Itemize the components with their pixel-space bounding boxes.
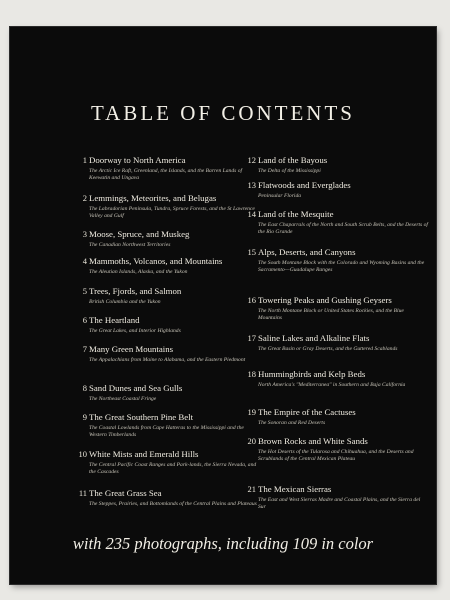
chapter-subtitle: The East Chaparrals of the North and South Scrub Belts, and the Deserts of the Rio Grande xyxy=(258,222,428,236)
toc-entry xyxy=(244,369,428,389)
chapter-title: The Heartland xyxy=(89,315,140,325)
chapter-title: Brown Rocks and White Sands xyxy=(258,436,368,446)
chapter-subtitle: The South Montane Block with the Colorado and Wyoming Basins and the Sacramento—Guadalupe Ranges xyxy=(258,260,425,274)
chapter-number: 10 xyxy=(78,449,87,459)
chapter-title: Moose, Spruce, and Muskeg xyxy=(89,229,190,239)
chapter-title: Hummingbirds and Kelp Beds xyxy=(258,369,366,379)
chapter-subtitle: The Northeast Coastal Fringe xyxy=(89,396,157,402)
chapter-title: The Great Southern Pine Belt xyxy=(89,412,194,422)
chapter-number: 21 xyxy=(247,484,256,494)
toc-entry xyxy=(75,383,259,403)
chapter-title: Saline Lakes and Alkaline Flats xyxy=(258,333,370,343)
chapter-title: Land of the Bayous xyxy=(258,155,328,165)
toc-entry xyxy=(75,286,259,306)
chapter-subtitle: The East and West Sierras Madre and Coastal Plains, and the Sierra del Sur xyxy=(258,497,421,511)
chapter-subtitle: The Great Lakes, and Interior Highlands xyxy=(89,328,181,334)
toc-entry xyxy=(75,315,259,335)
chapter-subtitle: The Great Basin or Gray Deserts, and the Guttered Scablands xyxy=(258,346,398,352)
chapter-subtitle: The Canadian Northwest Territories xyxy=(89,242,171,248)
chapter-number: 14 xyxy=(247,209,256,219)
chapter-subtitle: North America's "Mediterranea" in Southern and Baja California xyxy=(258,382,406,388)
chapter-subtitle: The Sonoran and Red Deserts xyxy=(258,420,326,426)
toc-entry xyxy=(75,488,259,508)
chapter-title: Mammoths, Volcanos, and Mountains xyxy=(89,256,223,266)
chapter-number: 16 xyxy=(247,295,256,305)
chapter-title: The Great Grass Sea xyxy=(89,488,162,498)
chapter-number: 19 xyxy=(247,407,256,417)
toc-entry xyxy=(75,155,259,182)
toc-entry xyxy=(244,407,428,427)
chapter-number: 5 xyxy=(82,286,87,296)
toc-entry xyxy=(75,449,259,476)
chapter-subtitle: The Coastal Lowlands from Cape Hatteras to the Mississippi and the Western Timberlands xyxy=(89,425,244,439)
chapter-number: 18 xyxy=(247,369,256,379)
toc-entry xyxy=(244,155,428,175)
toc-entry xyxy=(75,412,259,439)
toc-entry xyxy=(75,193,259,220)
toc-entry xyxy=(75,256,259,276)
chapter-number: 11 xyxy=(78,488,87,498)
chapter-title: Sand Dunes and Sea Gulls xyxy=(89,383,183,393)
chapter-subtitle: The Central Pacific Coast Ranges and Park-lands, the Sierra Nevada, and the Cascades xyxy=(89,462,257,476)
chapter-number: 3 xyxy=(82,229,87,239)
chapter-subtitle: The North Montane Block or United States Rockies, and the Blue Mountains xyxy=(258,308,404,322)
chapter-title: The Empire of the Cactuses xyxy=(258,407,356,417)
chapter-title: Flatwoods and Everglades xyxy=(258,180,351,190)
chapter-subtitle: The Aleutian Islands, Alaska, and the Yukon xyxy=(89,269,188,275)
toc-entry xyxy=(75,344,259,364)
toc-entry xyxy=(75,229,259,249)
chapter-number: 4 xyxy=(82,256,87,266)
chapter-title: Lemmings, Meteorites, and Belugas xyxy=(89,193,217,203)
book-back-cover xyxy=(10,27,436,584)
chapter-subtitle: British Columbia and the Yukon xyxy=(89,299,161,305)
chapter-number: 15 xyxy=(247,247,256,257)
chapter-number: 8 xyxy=(82,383,87,393)
chapter-number: 20 xyxy=(247,436,256,446)
photo-count-note: with 235 photographs, including 109 in color xyxy=(72,534,374,553)
chapter-title: Many Green Mountains xyxy=(89,344,174,354)
chapter-number: 13 xyxy=(247,180,256,190)
chapter-subtitle: The Labradorian Peninsula, Tundra, Spruce Forests, and the St Lawrence Valley and Gulf xyxy=(89,206,255,220)
chapter-title: The Mexican Sierras xyxy=(258,484,332,494)
chapter-subtitle: The Appalachians from Maine to Alabama, and the Eastern Piedmont xyxy=(89,357,246,363)
chapter-title: Trees, Fjords, and Salmon xyxy=(89,286,182,296)
chapter-number: 12 xyxy=(247,155,256,165)
chapter-subtitle: The Delta of the Mississippi xyxy=(258,168,321,174)
chapter-title: White Mists and Emerald Hills xyxy=(89,449,199,459)
chapter-number: 1 xyxy=(82,155,87,165)
chapter-title: Land of the Mesquite xyxy=(258,209,334,219)
toc-entry xyxy=(244,209,428,236)
contents-heading: TABLE OF CONTENTS xyxy=(91,101,355,125)
chapter-title: Towering Peaks and Gushing Geysers xyxy=(258,295,392,305)
chapter-subtitle: The Arctic Ice Raft, Greenland, the Islands, and the Barren Lands of Keewatin and Ungava xyxy=(89,168,243,182)
toc-entry xyxy=(244,295,428,322)
chapter-title: Doorway to North America xyxy=(89,155,186,165)
chapter-subtitle: The Hot Deserts of the Tularosa and Chihuahua, and the Deserts and Scrublands of the Central Mexican Plateau xyxy=(258,449,414,463)
chapter-number: 6 xyxy=(82,315,87,325)
chapter-subtitle: Peninsular Florida xyxy=(258,193,302,199)
chapter-number: 17 xyxy=(247,333,256,343)
chapter-number: 9 xyxy=(82,412,87,422)
toc-entry xyxy=(244,180,428,200)
toc-entry xyxy=(244,333,428,353)
chapter-number: 7 xyxy=(82,344,87,354)
toc-entry xyxy=(244,484,428,511)
toc-entry xyxy=(244,436,428,463)
chapter-subtitle: The Steppes, Prairies, and Bottomlands of the Central Plains and Plateaus xyxy=(89,501,257,507)
chapter-number: 2 xyxy=(82,193,87,203)
toc-entry xyxy=(244,247,428,274)
chapter-title: Alps, Deserts, and Canyons xyxy=(258,247,356,257)
